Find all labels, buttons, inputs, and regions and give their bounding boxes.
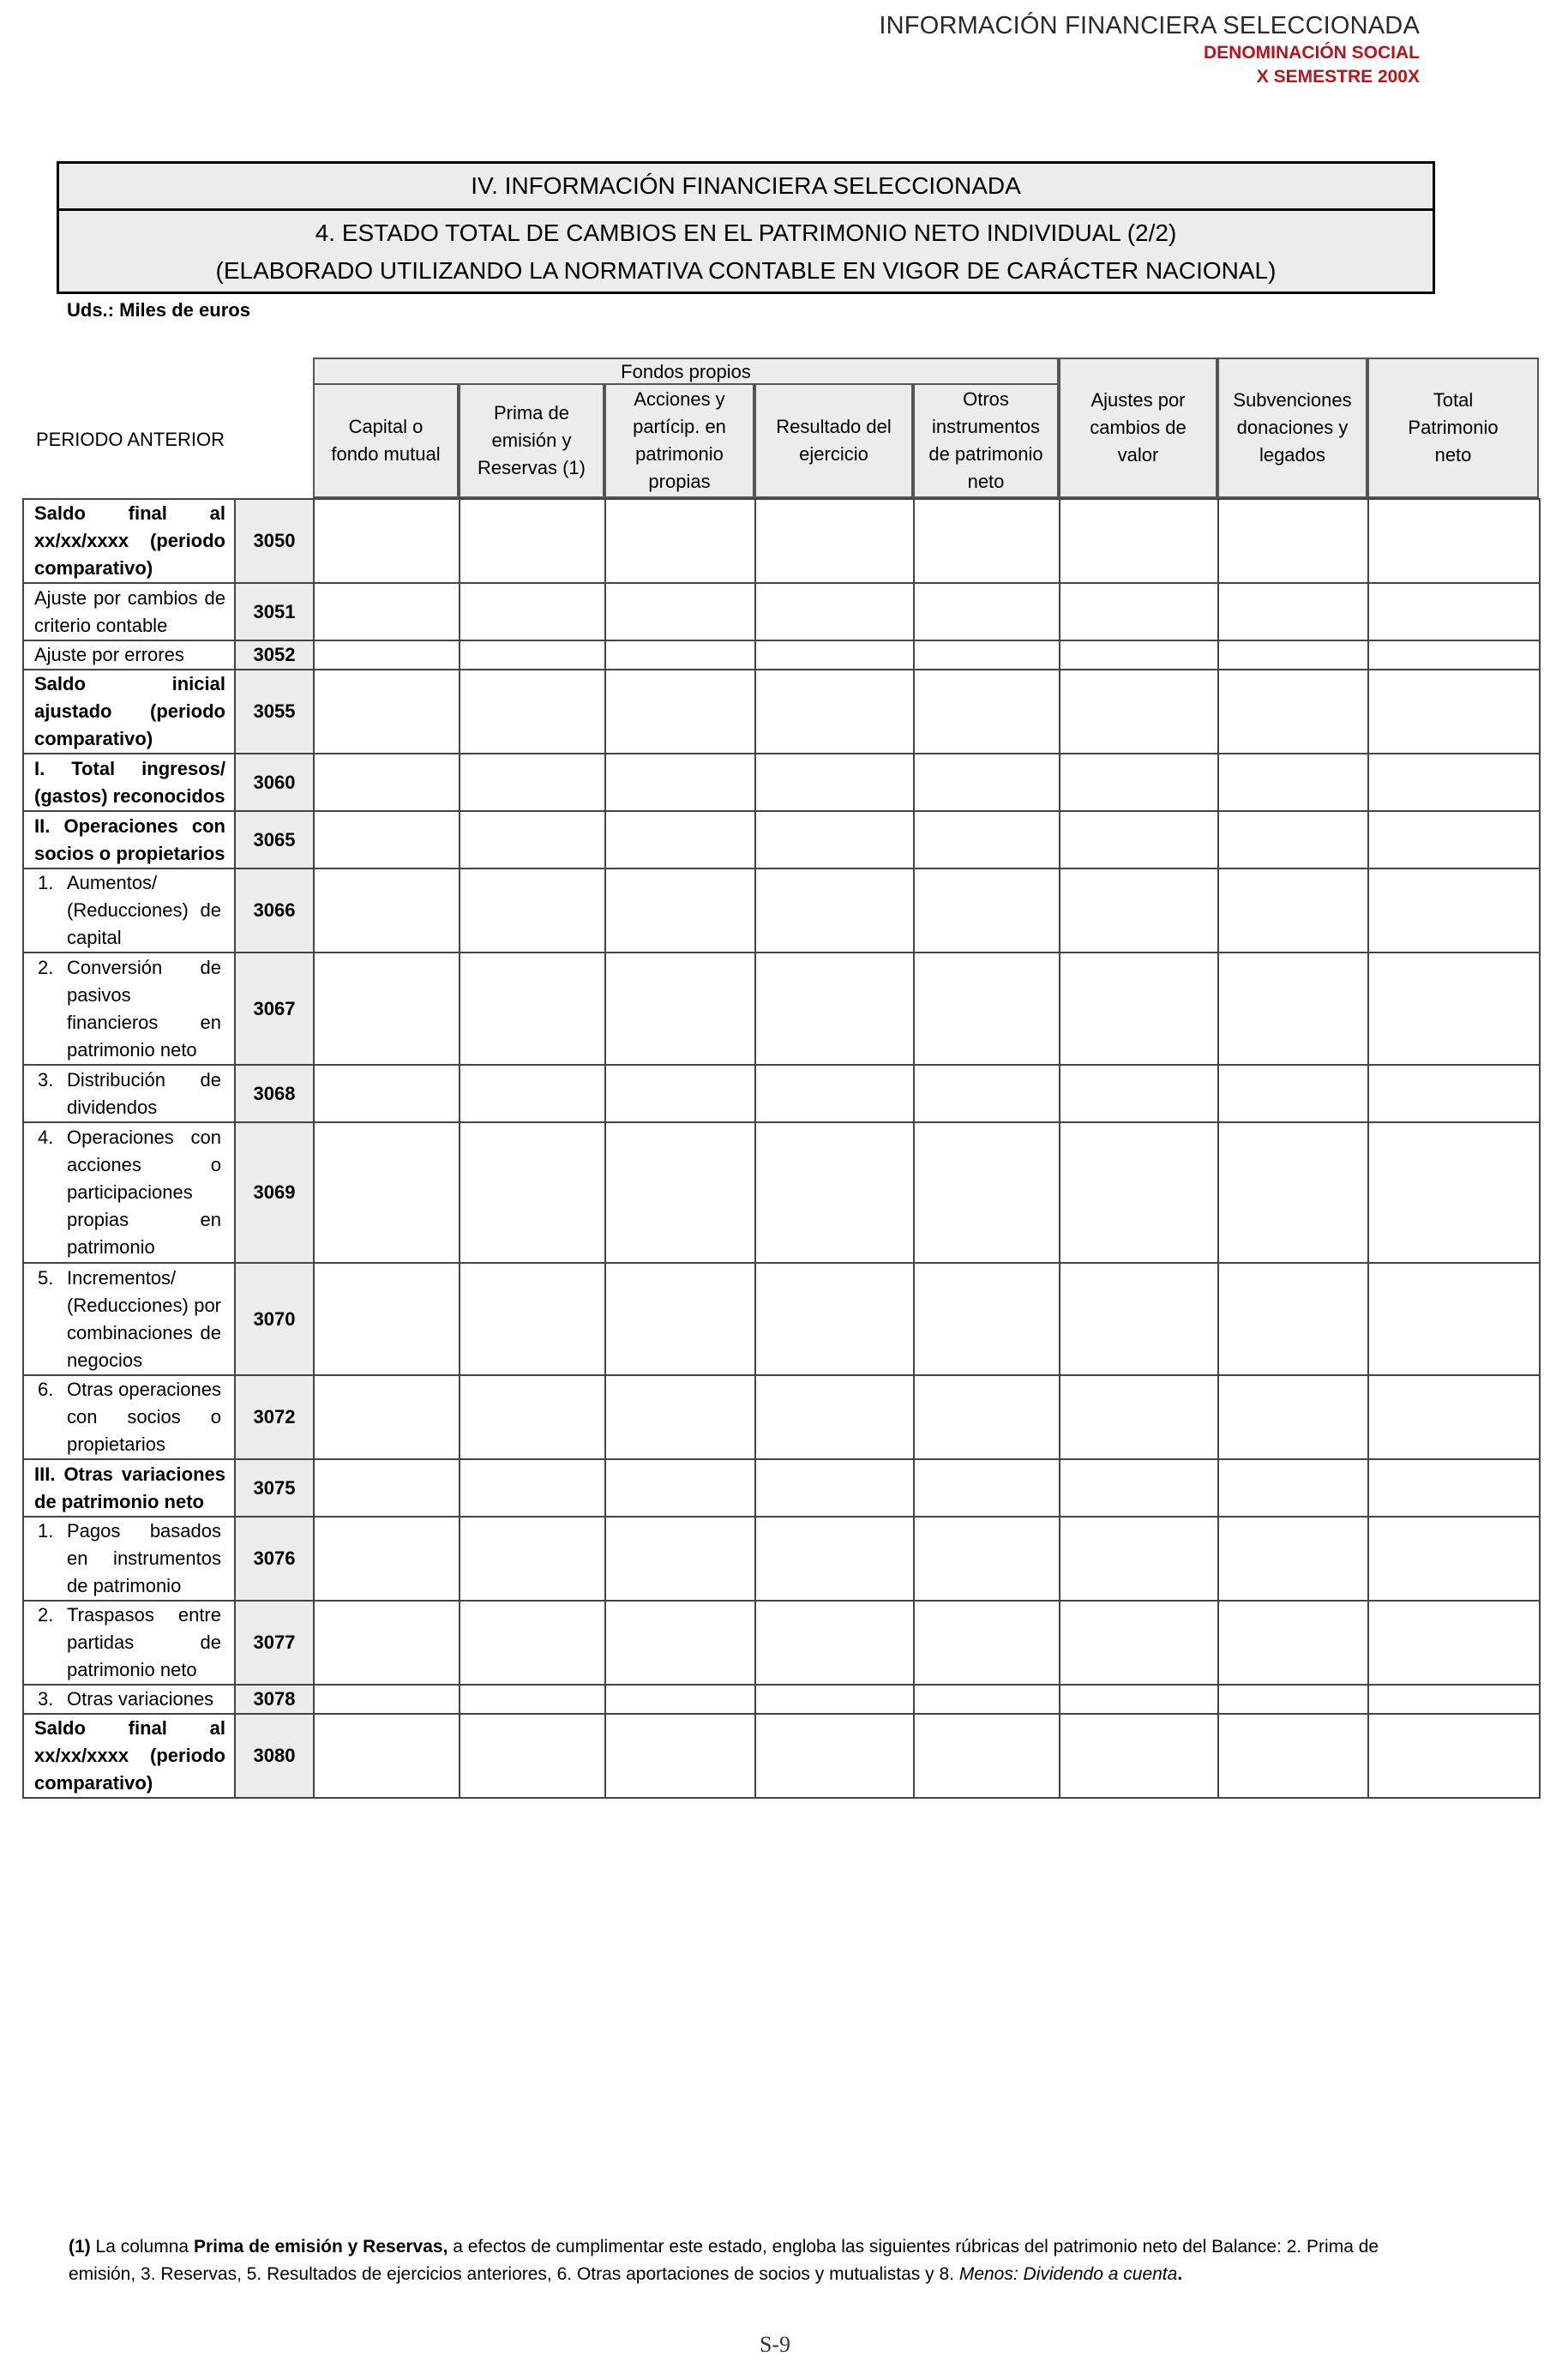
row-number: 2. [38,1604,54,1626]
value-cell-3078-col8[interactable] [1368,1685,1540,1714]
value-cell-3075-col2[interactable] [460,1459,605,1517]
value-cell-3051-col6[interactable] [1060,583,1218,640]
row-label: Saldo final al xx/xx/xxxx (periodo comparativo) [23,499,235,583]
table-row-3060 [23,754,1540,811]
value-cell-3077-col4[interactable] [755,1601,914,1685]
value-cell-3050-col3[interactable] [605,499,755,583]
value-cell-3051-col8[interactable] [1368,583,1540,640]
column-header-6: Ajustes por cambios de valor [1059,358,1217,498]
value-cell-3065-col2[interactable] [460,811,605,868]
value-cell-3072-col1[interactable] [314,1375,460,1459]
value-cell-3076-col6[interactable] [1060,1517,1218,1601]
value-cell-3067-col2[interactable] [460,953,605,1065]
header-period: X SEMESTRE 200X [1256,67,1420,87]
section-subtitle-line1: 4. ESTADO TOTAL DE CAMBIOS EN EL PATRIMONIO NETO INDIVIDUAL (2/2) [315,219,1177,246]
row-code: 3069 [235,1122,314,1263]
value-cell-3080-col2[interactable] [460,1714,605,1798]
row-label [23,1517,235,1601]
value-cell-3068-col5[interactable] [914,1065,1060,1122]
value-cell-3065-col6[interactable] [1060,811,1218,868]
value-cell-3055-col1[interactable] [314,670,460,754]
row-code: 3068 [235,1065,314,1122]
value-cell-3051-col5[interactable] [914,583,1060,640]
value-cell-3055-col8[interactable] [1368,670,1540,754]
value-cell-3065-col4[interactable] [755,811,914,868]
row-label: Saldo final al xx/xx/xxxx (periodo comparativo) [23,1714,235,1798]
footnote-text-a: La columna [95,2237,189,2257]
value-cell-3051-col7[interactable] [1218,583,1368,640]
value-cell-3069-col6[interactable] [1060,1122,1218,1263]
value-cell-3060-col8[interactable] [1368,754,1540,811]
table-row-3076 [23,1517,1540,1601]
value-cell-3068-col6[interactable] [1060,1065,1218,1122]
value-cell-3052-col4[interactable] [755,640,914,670]
row-label-text: Pagos basados en instrumentos de patrimonio [67,1520,221,1596]
row-number: 5. [38,1266,54,1289]
value-cell-3050-col1[interactable] [314,499,460,583]
value-cell-3052-col5[interactable] [914,640,1060,670]
section-title: IV. INFORMACIÓN FINANCIERA SELECCIONADA [59,164,1433,211]
value-cell-3051-col1[interactable] [314,583,460,640]
value-cell-3077-col5[interactable] [914,1601,1060,1685]
value-cell-3075-col4[interactable] [755,1459,914,1517]
value-cell-3072-col5[interactable] [914,1375,1060,1459]
column-header-1: Capital o fondo mutual [313,383,459,498]
table-row-3051 [23,583,1540,640]
column-header-5: Otros instrumentos de patrimonio neto [913,383,1059,498]
footnote [69,2233,1432,2288]
row-number: 3. [38,1688,54,1710]
value-cell-3076-col8[interactable] [1368,1517,1540,1601]
value-cell-3068-col7[interactable] [1218,1065,1368,1122]
value-cell-3080-col8[interactable] [1368,1714,1540,1798]
value-cell-3075-col3[interactable] [605,1459,755,1517]
row-code: 3066 [235,868,314,953]
value-cell-3065-col8[interactable] [1368,811,1540,868]
value-cell-3066-col1[interactable] [314,868,460,953]
value-cell-3068-col4[interactable] [755,1065,914,1122]
value-cell-3065-col3[interactable] [605,811,755,868]
value-cell-3069-col3[interactable] [605,1122,755,1263]
value-cell-3076-col1[interactable] [314,1517,460,1601]
footnote-text-b: a efectos de cumplimentar este estado, engloba las siguientes rúbricas del patrimonio neto del Balance: 2. Prima de emisión, 3. Reservas, 5. Resultados de ejercicios anteriores, 6. Otras aportaciones de socios y mutualistas y 8. [69,2237,1379,2284]
value-cell-3075-col7[interactable] [1218,1459,1368,1517]
value-cell-3080-col5[interactable] [914,1714,1060,1798]
table-row-3052 [23,640,1540,670]
row-code: 3052 [235,640,314,670]
row-label-text: Incrementos/ (Reducciones) por combinaciones de negocios [67,1266,221,1371]
value-cell-3069-col5[interactable] [914,1122,1060,1263]
value-cell-3076-col4[interactable] [755,1517,914,1601]
value-cell-3077-col7[interactable] [1218,1601,1368,1685]
value-cell-3050-col4[interactable] [755,499,914,583]
value-cell-3055-col2[interactable] [460,670,605,754]
value-cell-3075-col1[interactable] [314,1459,460,1517]
table-row-3077 [23,1601,1540,1685]
table-row-3072 [23,1375,1540,1459]
value-cell-3055-col6[interactable] [1060,670,1218,754]
row-label: Saldo inicial ajustado (periodo comparativo) [23,670,235,754]
table-row-3055 [23,670,1540,754]
row-code: 3051 [235,583,314,640]
value-cell-3055-col3[interactable] [605,670,755,754]
column-header-7: Subvenciones donaciones y legados [1217,358,1367,498]
value-cell-3077-col2[interactable] [460,1601,605,1685]
value-cell-3066-col5[interactable] [914,868,1060,953]
row-label: III. Otras variaciones de patrimonio neto [23,1459,235,1517]
value-cell-3080-col3[interactable] [605,1714,755,1798]
row-label: I. Total ingresos/ (gastos) reconocidos [23,754,235,811]
column-header-3: Acciones y partícip. en patrimonio propias [604,383,754,498]
value-cell-3060-col7[interactable] [1218,754,1368,811]
value-cell-3050-col2[interactable] [460,499,605,583]
value-cell-3050-col7[interactable] [1218,499,1368,583]
table-row-3066 [23,868,1540,953]
footnote-end: . [1177,2264,1183,2284]
value-cell-3055-col7[interactable] [1218,670,1368,754]
value-cell-3066-col3[interactable] [605,868,755,953]
value-cell-3069-col7[interactable] [1218,1122,1368,1263]
row-label [23,1065,235,1122]
value-cell-3078-col1[interactable] [314,1685,460,1714]
page-number: S-9 [759,2332,791,2357]
fondos-propios-header: Fondos propios [313,358,1059,383]
value-cell-3068-col1[interactable] [314,1065,460,1122]
value-cell-3060-col1[interactable] [314,754,460,811]
value-cell-3076-col2[interactable] [460,1517,605,1601]
value-cell-3070-col5[interactable] [914,1263,1060,1375]
value-cell-3076-col7[interactable] [1218,1517,1368,1601]
value-cell-3050-col6[interactable] [1060,499,1218,583]
row-label-text: Distribución de dividendos [67,1068,221,1118]
row-code: 3076 [235,1517,314,1601]
value-cell-3070-col2[interactable] [460,1263,605,1375]
section-subtitle [59,211,1433,291]
row-code: 3067 [235,953,314,1065]
value-cell-3060-col2[interactable] [460,754,605,811]
table-row-3069 [23,1122,1540,1263]
value-cell-3060-col4[interactable] [755,754,914,811]
value-cell-3077-col6[interactable] [1060,1601,1218,1685]
value-cell-3066-col7[interactable] [1218,868,1368,953]
value-cell-3075-col8[interactable] [1368,1459,1540,1517]
row-number: 6. [38,1379,54,1400]
value-cell-3078-col2[interactable] [460,1685,605,1714]
value-cell-3080-col6[interactable] [1060,1714,1218,1798]
value-cell-3070-col4[interactable] [755,1263,914,1375]
table-row-3078 [23,1685,1540,1714]
value-cell-3052-col2[interactable] [460,640,605,670]
row-label [23,1263,235,1375]
row-number: 4. [38,1127,54,1148]
value-cell-3052-col8[interactable] [1368,640,1540,670]
row-code: 3050 [235,499,314,583]
value-cell-3052-col6[interactable] [1060,640,1218,670]
row-label-text: Traspasos entre partidas de patrimonio neto [67,1604,221,1680]
value-cell-3075-col6[interactable] [1060,1459,1218,1517]
value-cell-3072-col8[interactable] [1368,1375,1540,1459]
value-cell-3069-col1[interactable] [314,1122,460,1263]
row-label-text: Operaciones con acciones o participaciones propias en patrimonio [67,1127,221,1258]
value-cell-3065-col5[interactable] [914,811,1060,868]
value-cell-3077-col8[interactable] [1368,1601,1540,1685]
row-number: 3. [38,1068,54,1091]
value-cell-3068-col8[interactable] [1368,1065,1540,1122]
row-code: 3077 [235,1601,314,1685]
value-cell-3067-col1[interactable] [314,953,460,1065]
value-cell-3080-col1[interactable] [314,1714,460,1798]
footnote-highlight: Prima de emisión y Reservas, [193,2237,448,2257]
value-cell-3072-col2[interactable] [460,1375,605,1459]
row-label [23,1601,235,1685]
table-row-3065 [23,811,1540,868]
row-label [23,953,235,1065]
value-cell-3068-col3[interactable] [605,1065,755,1122]
value-cell-3078-col6[interactable] [1060,1685,1218,1714]
table-row-3075 [23,1459,1540,1517]
value-cell-3050-col8[interactable] [1368,499,1540,583]
value-cell-3078-col4[interactable] [755,1685,914,1714]
value-cell-3067-col5[interactable] [914,953,1060,1065]
value-cell-3065-col1[interactable] [314,811,460,868]
value-cell-3052-col1[interactable] [314,640,460,670]
row-label-text: Otras variaciones [67,1688,214,1710]
value-cell-3050-col5[interactable] [914,499,1060,583]
value-cell-3076-col3[interactable] [605,1517,755,1601]
section-subtitle-line2: (ELABORADO UTILIZANDO LA NORMATIVA CONTABLE EN VIGOR DE CARÁCTER NACIONAL) [215,257,1277,284]
value-cell-3055-col5[interactable] [914,670,1060,754]
value-cell-3072-col3[interactable] [605,1375,755,1459]
row-label [23,868,235,953]
value-cell-3072-col7[interactable] [1218,1375,1368,1459]
footnote-marker: (1) [69,2237,91,2257]
value-cell-3060-col5[interactable] [914,754,1060,811]
row-label: Ajuste por errores [23,640,235,670]
value-cell-3069-col4[interactable] [755,1122,914,1263]
row-code: 3075 [235,1459,314,1517]
row-code: 3078 [235,1685,314,1714]
header-title: INFORMACIÓN FINANCIERA SELECCIONADA [879,12,1420,39]
value-cell-3055-col4[interactable] [755,670,914,754]
value-cell-3072-col4[interactable] [755,1375,914,1459]
value-cell-3076-col5[interactable] [914,1517,1060,1601]
row-label: II. Operaciones con socios o propietarios [23,811,235,868]
value-cell-3078-col7[interactable] [1218,1685,1368,1714]
units-label: Uds.: Miles de euros [67,299,250,321]
equity-changes-table [22,498,1541,1799]
value-cell-3067-col3[interactable] [605,953,755,1065]
value-cell-3078-col3[interactable] [605,1685,755,1714]
row-code: 3070 [235,1263,314,1375]
value-cell-3070-col8[interactable] [1368,1263,1540,1375]
value-cell-3070-col7[interactable] [1218,1263,1368,1375]
value-cell-3060-col3[interactable] [605,754,755,811]
value-cell-3069-col2[interactable] [460,1122,605,1263]
row-label [23,1375,235,1459]
value-cell-3077-col1[interactable] [314,1601,460,1685]
column-header-4: Resultado del ejercicio [754,383,913,498]
value-cell-3060-col6[interactable] [1060,754,1218,811]
row-number: 2. [38,956,54,978]
row-label: Ajuste por cambios de criterio contable [23,583,235,640]
value-cell-3067-col4[interactable] [755,953,914,1065]
row-code: 3072 [235,1375,314,1459]
value-cell-3066-col4[interactable] [755,868,914,953]
value-cell-3066-col2[interactable] [460,868,605,953]
column-header-8: Total Patrimonio neto [1367,358,1539,498]
row-number: 1. [38,872,54,893]
row-label-text: Conversión de pasivos financieros en patrimonio neto [67,956,221,1061]
table-row-3067 [23,953,1540,1065]
table-row-3080 [23,1714,1540,1798]
value-cell-3066-col6[interactable] [1060,868,1218,953]
row-code: 3080 [235,1714,314,1798]
value-cell-3078-col5[interactable] [914,1685,1060,1714]
value-cell-3051-col3[interactable] [605,583,755,640]
value-cell-3051-col2[interactable] [460,583,605,640]
row-code: 3060 [235,754,314,811]
value-cell-3052-col3[interactable] [605,640,755,670]
header-entity-name: DENOMINACIÓN SOCIAL [1204,43,1420,63]
value-cell-3051-col4[interactable] [755,583,914,640]
row-code: 3065 [235,811,314,868]
value-cell-3072-col6[interactable] [1060,1375,1218,1459]
table-row-3068 [23,1065,1540,1122]
value-cell-3067-col6[interactable] [1060,953,1218,1065]
row-label-text: Aumentos/ (Reducciones) de capital [67,872,221,948]
table-row-3070 [23,1263,1540,1375]
value-cell-3070-col1[interactable] [314,1263,460,1375]
row-label [23,1122,235,1263]
value-cell-3080-col4[interactable] [755,1714,914,1798]
value-cell-3070-col6[interactable] [1060,1263,1218,1375]
footnote-italic: Menos: Dividendo a cuenta [958,2264,1178,2284]
value-cell-3077-col3[interactable] [605,1601,755,1685]
section-title-box [57,161,1435,294]
row-label [23,1685,235,1714]
column-header-2: Prima de emisión y Reservas (1) [459,383,604,498]
period-label: PERIODO ANTERIOR [36,429,225,450]
value-cell-3065-col7[interactable] [1218,811,1368,868]
value-cell-3052-col7[interactable] [1218,640,1368,670]
row-label-text: Otras operaciones con socios o propietarios [67,1379,221,1455]
row-code: 3055 [235,670,314,754]
value-cell-3075-col5[interactable] [914,1459,1060,1517]
table-row-3050 [23,499,1540,583]
value-cell-3067-col8[interactable] [1368,953,1540,1065]
value-cell-3080-col7[interactable] [1218,1714,1368,1798]
row-number: 1. [38,1520,54,1542]
value-cell-3068-col2[interactable] [460,1065,605,1122]
value-cell-3066-col8[interactable] [1368,868,1540,953]
value-cell-3069-col8[interactable] [1368,1122,1540,1263]
value-cell-3070-col3[interactable] [605,1263,755,1375]
value-cell-3067-col7[interactable] [1218,953,1368,1065]
